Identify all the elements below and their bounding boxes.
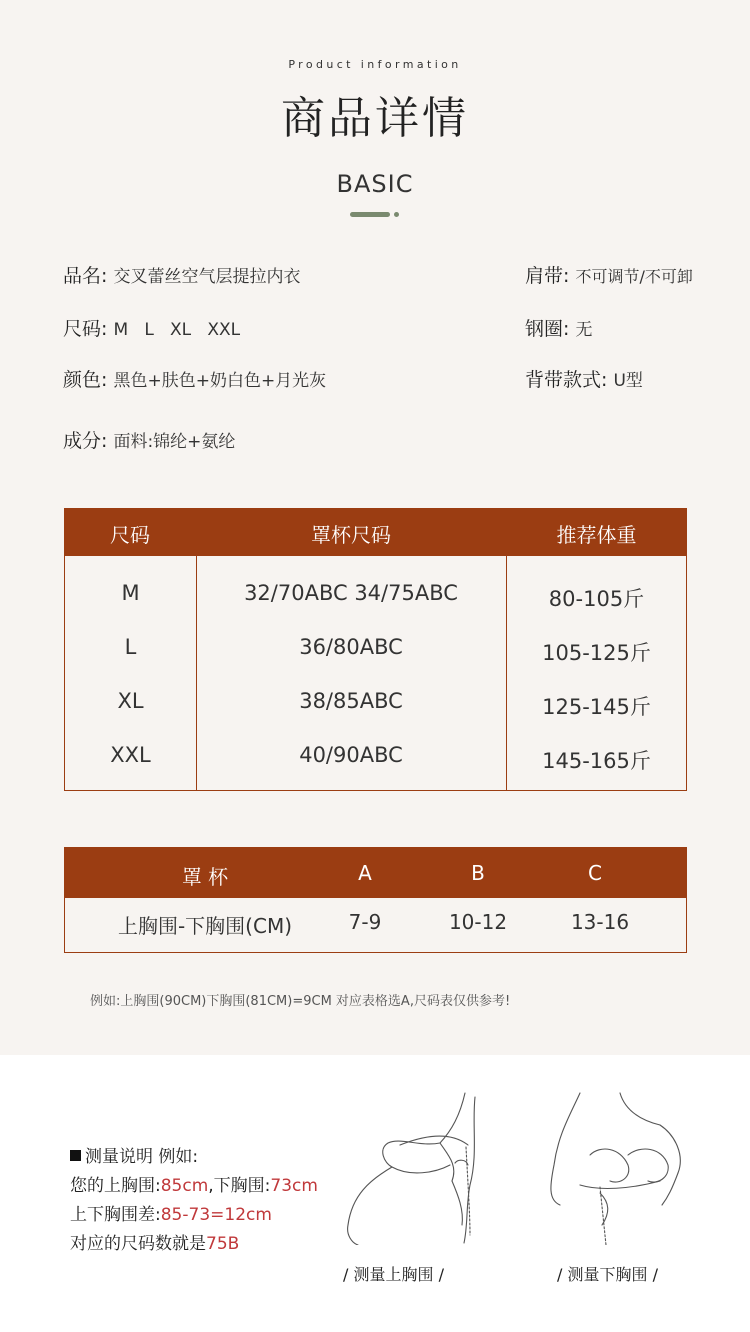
info-strap: [525, 261, 693, 288]
caption-upper-bust: / 测量上胸围 /: [343, 1265, 444, 1284]
cup-table-cell: 10-12: [448, 910, 508, 934]
info-name-value: 交叉蕾丝空气层提拉内衣: [113, 267, 301, 287]
info-color-value: 黑色+肤色+奶白色+月光灰: [113, 371, 327, 391]
size-table-header-cup: 罩杯尺码: [311, 523, 391, 547]
cup-table-header-a: A: [358, 861, 372, 885]
size-table-cell: 32/70ABC 34/75ABC: [244, 581, 458, 605]
size-table-cell: 38/85ABC: [299, 689, 403, 713]
size-table-cell: 80-105斤: [548, 587, 645, 611]
size-table-header-weight: 推荐体重: [556, 523, 637, 547]
measure-lower-label: ,下胸围:: [208, 1176, 271, 1196]
cup-table-header-b: B: [471, 861, 485, 885]
measure-line-3: [70, 1229, 239, 1254]
measure-result-label: 对应的尺码数就是: [70, 1234, 206, 1254]
measure-diff-label: 上下胸围差:: [70, 1205, 161, 1225]
cup-table-cell: 13-16: [570, 910, 630, 934]
size-table: [64, 508, 687, 791]
cup-table-header-cup: 罩 杯: [181, 865, 229, 889]
section-title: BASIC: [336, 170, 414, 198]
size-table-cell: 125-145斤: [542, 695, 651, 719]
measure-heading-text: 测量说明 例如:: [85, 1147, 199, 1167]
subtitle-en: Product information: [288, 58, 462, 71]
size-table-cell: 105-125斤: [542, 641, 651, 665]
size-table-cell: 40/90ABC: [299, 743, 403, 767]
size-table-cell: 36/80ABC: [299, 635, 403, 659]
info-wire-value: 无: [575, 320, 593, 340]
info-back-label: 背带款式:: [525, 369, 608, 391]
measure-line-2: [70, 1200, 272, 1225]
measure-upper-label: 您的上胸围:: [70, 1176, 161, 1196]
info-color: [63, 365, 326, 392]
info-back-value: U型: [613, 371, 643, 391]
info-material-value: 面料:锦纶+氨纶: [113, 432, 236, 452]
info-wire: [525, 314, 592, 341]
size-table-cell: 145-165斤: [542, 749, 651, 773]
title-underline: [350, 212, 390, 217]
measure-lower-value: 73cm: [270, 1176, 318, 1196]
info-strap-value: 不可调节/不可卸: [575, 267, 693, 286]
cup-table-cell: 上胸围-下胸围(CM): [117, 914, 293, 938]
info-wire-label: 钢圈:: [525, 318, 570, 340]
size-table-cell: XXL: [110, 743, 151, 767]
example-note: 例如:上胸围(90CM)下胸围(81CM)=9CM 对应表格选A,尺码表仅供参考!: [90, 994, 511, 1009]
measure-line-1: [70, 1171, 318, 1196]
size-table-cell: M: [121, 581, 140, 605]
info-size-label: 尺码:: [63, 318, 108, 340]
size-table-cell: XL: [117, 689, 144, 713]
size-table-header-size: 尺码: [110, 523, 150, 547]
info-back: [525, 365, 643, 392]
lower-bust-illustration: [540, 1085, 700, 1245]
measure-result-value: 75B: [206, 1234, 240, 1254]
info-name: [63, 261, 300, 288]
cup-table-header: [65, 848, 686, 898]
info-material-label: 成分:: [63, 430, 108, 452]
measure-diff-value: 85-73=12cm: [160, 1205, 272, 1225]
cup-table-cell: 7-9: [348, 910, 382, 934]
page-title: 商品详情: [281, 93, 469, 144]
info-strap-label: 肩带:: [525, 265, 570, 287]
info-size: [63, 314, 240, 341]
size-table-cell: L: [124, 635, 137, 659]
size-table-header: [65, 509, 686, 556]
measure-upper-value: 85cm: [160, 1176, 209, 1196]
info-color-label: 颜色:: [63, 369, 108, 391]
upper-bust-illustration: [340, 1085, 500, 1245]
measure-heading: [70, 1142, 198, 1167]
info-name-label: 品名:: [63, 265, 108, 287]
caption-lower-bust: / 测量下胸围 /: [557, 1265, 658, 1284]
title-underline-dot: [394, 212, 399, 217]
info-material: [63, 426, 235, 453]
cup-table: [64, 847, 687, 953]
cup-table-header-c: C: [588, 861, 602, 885]
info-size-value: M L XL XXL: [113, 320, 241, 340]
square-bullet-icon: [70, 1150, 81, 1161]
